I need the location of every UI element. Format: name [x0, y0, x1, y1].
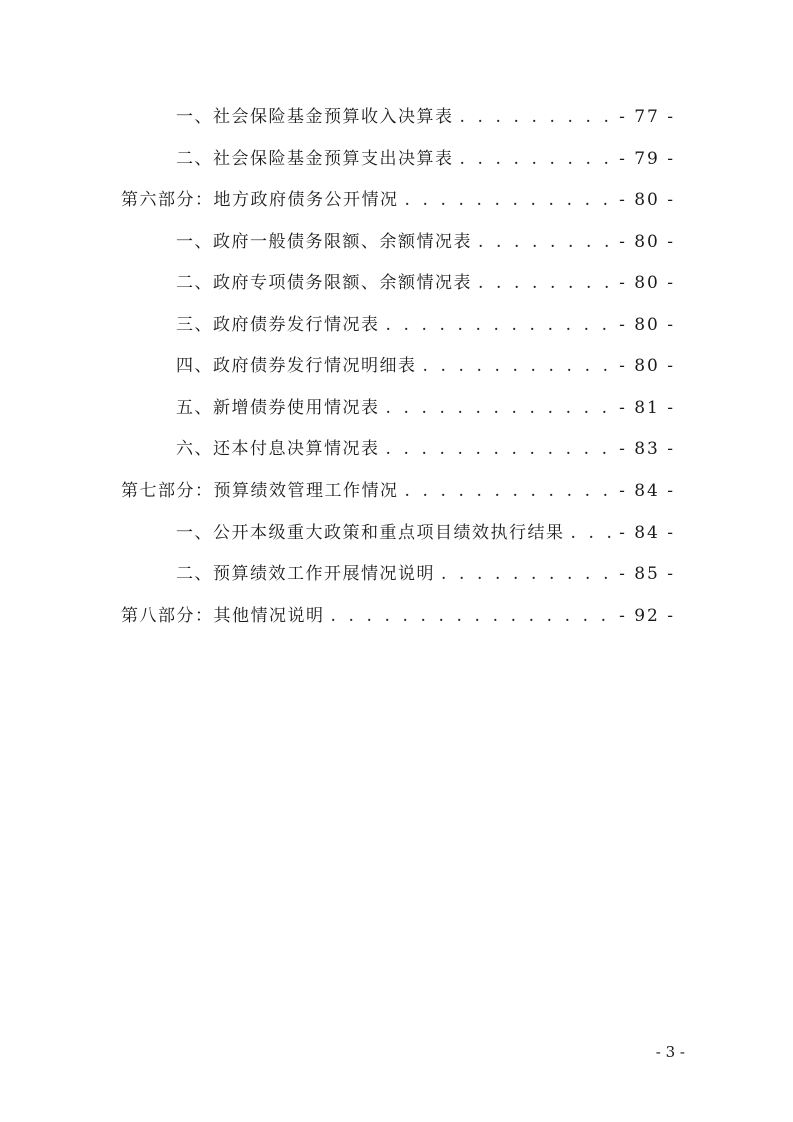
toc-entry-title: 一、政府一般债务限额、余额情况表 — [176, 232, 472, 252]
toc-dot-leader — [441, 559, 613, 589]
toc-entry-title: 五、新增债券使用情况表 — [176, 398, 380, 418]
toc-entry[interactable] — [176, 559, 675, 589]
toc-entry[interactable] — [176, 268, 675, 298]
toc-entry-title: 六、还本付息决算情况表 — [176, 439, 380, 459]
toc-entry-title: 第六部分：地方政府债务公开情况 — [121, 190, 399, 210]
toc-entry-title: 三、政府债券发行情况表 — [176, 315, 380, 335]
toc-entry[interactable] — [121, 185, 675, 215]
toc-dot-leader — [331, 601, 614, 631]
toc-entry[interactable] — [176, 227, 675, 257]
toc-entry-title: 四、政府债券发行情况明细表 — [176, 356, 417, 376]
toc-entry[interactable] — [121, 601, 675, 631]
toc-entry-page: - 79 - — [619, 149, 675, 169]
toc-entry-title: 第八部分：其他情况说明 — [121, 606, 325, 626]
toc-entry-page: - 80 - — [619, 190, 675, 210]
toc-dot-leader — [460, 102, 614, 132]
toc-entry-title: 二、政府专项债务限额、余额情况表 — [176, 273, 472, 293]
toc-entry-title: 二、社会保险基金预算支出决算表 — [176, 149, 454, 169]
toc-entry-page: - 80 - — [619, 273, 675, 293]
toc-dot-leader — [405, 476, 614, 506]
toc-entry[interactable] — [121, 476, 675, 506]
toc-dot-leader — [478, 268, 613, 298]
toc-entry[interactable] — [176, 393, 675, 423]
toc-entry[interactable] — [176, 310, 675, 340]
toc-entry-page: - 84 - — [619, 523, 675, 543]
toc-entry-page: - 80 - — [619, 356, 675, 376]
toc-dot-leader — [423, 351, 614, 381]
toc-dot-leader — [478, 227, 613, 257]
toc-entry[interactable] — [176, 351, 675, 381]
toc-dot-leader — [460, 144, 614, 174]
toc-dot-leader — [386, 434, 614, 464]
toc-entry[interactable] — [176, 518, 675, 548]
toc-dot-leader — [571, 518, 614, 548]
page-number: - 3 - — [655, 1043, 685, 1061]
toc-dot-leader — [386, 393, 614, 423]
toc-entry-page: - 84 - — [619, 481, 675, 501]
toc-entry-title: 一、公开本级重大政策和重点项目绩效执行结果 — [176, 523, 565, 543]
toc-entry-page: - 80 - — [619, 232, 675, 252]
toc-entry-page: - 85 - — [619, 564, 675, 584]
toc-entry-page: - 77 - — [619, 107, 675, 127]
toc-entry-page: - 81 - — [619, 398, 675, 418]
toc-entry[interactable] — [176, 434, 675, 464]
toc-entry-title: 二、预算绩效工作开展情况说明 — [176, 564, 435, 584]
toc-entry-page: - 83 - — [619, 439, 675, 459]
toc-entry-page: - 92 - — [619, 606, 675, 626]
toc-entry[interactable] — [176, 102, 675, 132]
toc-entry-title: 第七部分：预算绩效管理工作情况 — [121, 481, 399, 501]
toc-dot-leader — [386, 310, 614, 340]
toc-entry-page: - 80 - — [619, 315, 675, 335]
toc-entry-title: 一、社会保险基金预算收入决算表 — [176, 107, 454, 127]
toc-dot-leader — [405, 185, 614, 215]
toc-entry[interactable] — [176, 144, 675, 174]
